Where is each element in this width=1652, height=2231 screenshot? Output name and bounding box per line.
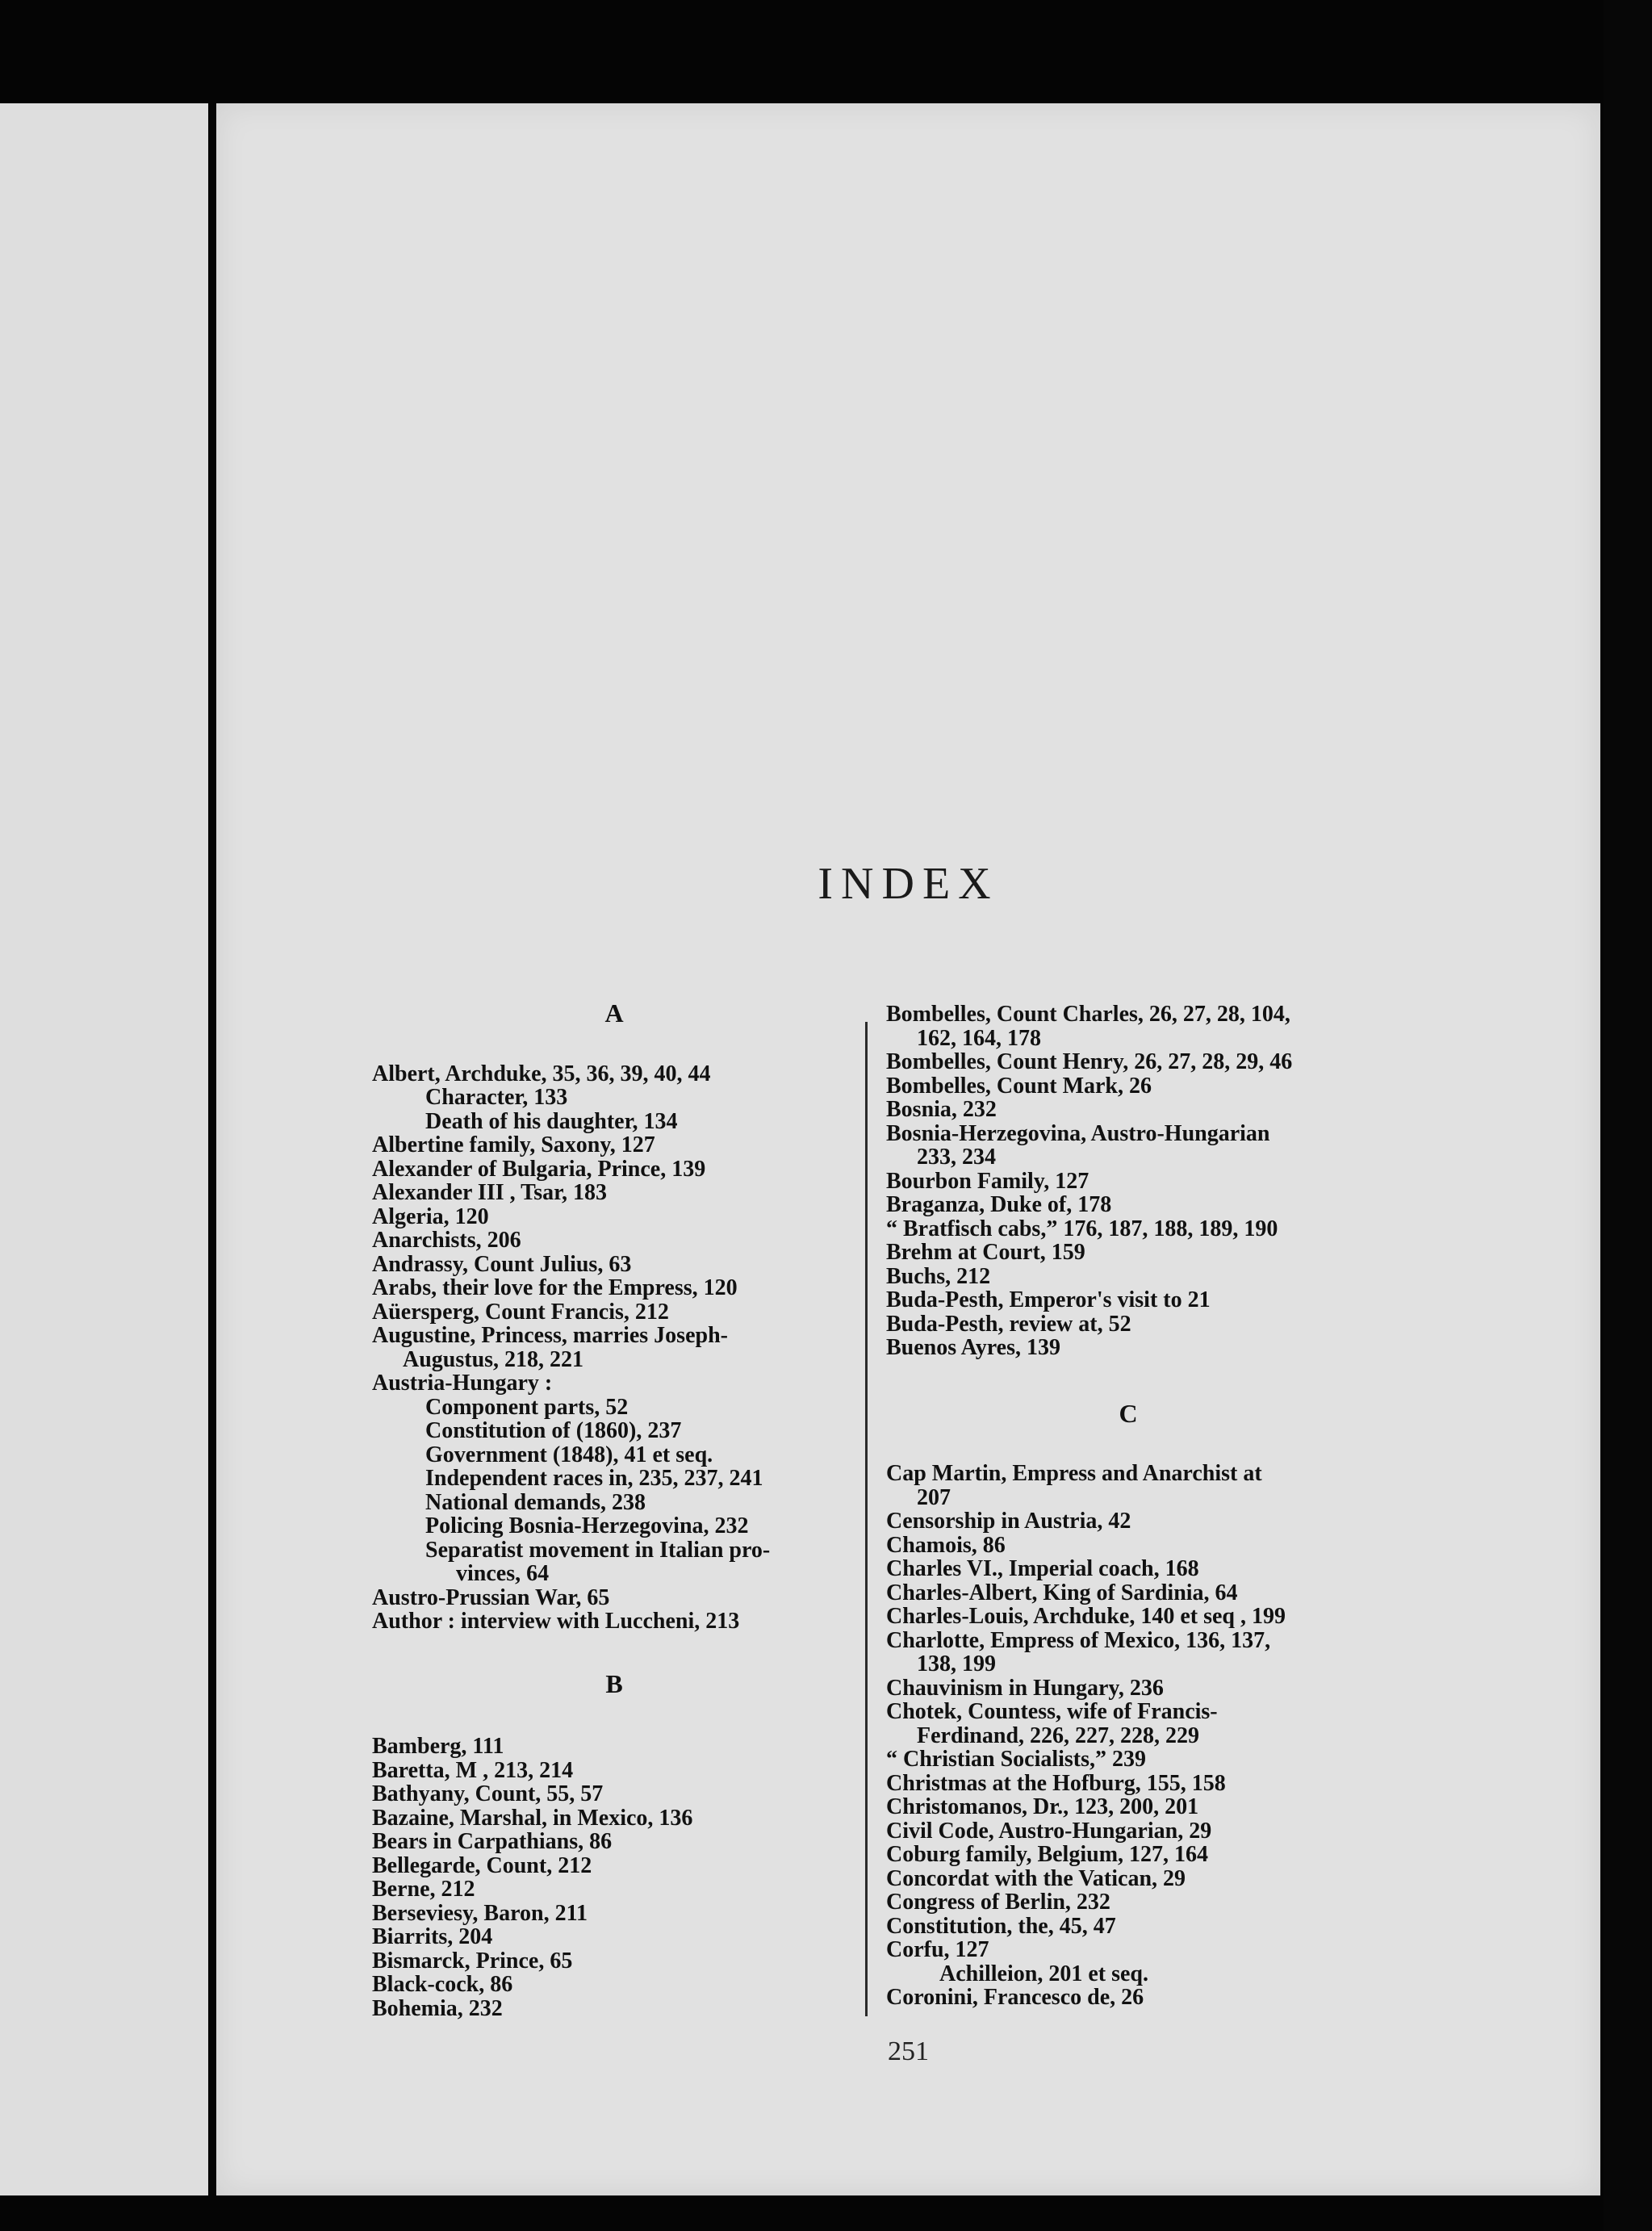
index-entry: Independent races in, 235, 237, 241 [425, 1466, 763, 1491]
index-entry: Chotek, Countess, wife of Francis- [886, 1699, 1218, 1724]
index-entry: Chauvinism in Hungary, 236 [886, 1675, 1164, 1701]
page-title: INDEX [818, 859, 999, 909]
index-entry: Coburg family, Belgium, 127, 164 [886, 1842, 1209, 1867]
index-entry: Bosnia-Herzegovina, Austro-Hungarian [886, 1120, 1270, 1146]
index-entry: Alexander III , Tsar, 183 [372, 1180, 607, 1205]
index-entry: Bellegarde, Count, 212 [372, 1852, 592, 1878]
index-list-c [886, 1462, 1612, 2010]
index-entry: 207 [917, 1484, 951, 1510]
index-entry: Bamberg, 111 [372, 1734, 504, 1759]
index-entry: 233, 234 [917, 1145, 996, 1170]
index-entry: Bathyany, Count, 55, 57 [372, 1781, 604, 1806]
index-entry: Buda-Pesth, review at, 52 [886, 1311, 1131, 1337]
index-entry: Death of his daughter, 134 [425, 1108, 678, 1134]
section-letter-a: A [604, 998, 624, 1028]
index-entry: Christmas at the Hofburg, 155, 158 [886, 1770, 1226, 1796]
index-entry: Component parts, 52 [425, 1394, 629, 1420]
index-entry: Policing Bosnia-Herzegovina, 232 [425, 1513, 749, 1538]
index-entry: Bismarck, Prince, 65 [372, 1948, 573, 1974]
index-entry: Augustus, 218, 221 [403, 1346, 584, 1372]
index-entry: Bosnia, 232 [886, 1097, 997, 1122]
index-entry: National demands, 238 [425, 1489, 646, 1515]
index-entry: Constitution of (1860), 237 [425, 1418, 682, 1443]
index-entry: Brehm at Court, 159 [886, 1240, 1085, 1265]
index-entry: Cap Martin, Empress and Anarchist at [886, 1461, 1262, 1486]
index-entry: Corfu, 127 [886, 1937, 989, 1962]
index-entry: “ Bratfisch cabs,” 176, 187, 188, 189, 190 [886, 1216, 1278, 1241]
index-entry: Bombelles, Count Charles, 26, 27, 28, 104, [886, 1002, 1290, 1027]
index-entry: Bombelles, Count Mark, 26 [886, 1073, 1152, 1099]
index-column-right [886, 1002, 1612, 2010]
index-entry: “ Christian Socialists,” 239 [886, 1747, 1147, 1772]
index-entry: Bazaine, Marshal, in Mexico, 136 [372, 1805, 693, 1831]
index-entry: Coronini, Francesco de, 26 [886, 1985, 1144, 2010]
index-entry: Albert, Archduke, 35, 36, 39, 40, 44 [372, 1061, 711, 1086]
index-entry: Bohemia, 232 [372, 1995, 503, 2021]
index-entry: Austria-Hungary : [372, 1371, 553, 1396]
index-entry: Black-cock, 86 [372, 1972, 513, 1997]
index-entry: Aüersperg, Count Francis, 212 [372, 1299, 669, 1325]
index-entry: Government (1848), 41 et seq. [425, 1442, 713, 1467]
index-entry: Braganza, Duke of, 178 [886, 1192, 1112, 1217]
index-entry: Arabs, their love for the Empress, 120 [372, 1275, 738, 1300]
index-entry: Achilleion, 201 et seq. [939, 1961, 1148, 1986]
index-entry: Alexander of Bulgaria, Prince, 139 [372, 1156, 706, 1182]
index-entry: Bears in Carpathians, 86 [372, 1829, 613, 1854]
section-letter-c: C [1119, 1398, 1138, 1428]
index-entry: Chamois, 86 [886, 1532, 1006, 1558]
index-entry: Augustine, Princess, marries Joseph- [372, 1323, 728, 1348]
index-entry: Austro-Prussian War, 65 [372, 1584, 610, 1610]
index-entry: Concordat with the Vatican, 29 [886, 1865, 1186, 1891]
index-entry: Christomanos, Dr., 123, 200, 201 [886, 1794, 1199, 1819]
index-entry: Congress of Berlin, 232 [886, 1890, 1110, 1915]
index-entry: Author : interview with Luccheni, 213 [372, 1609, 740, 1634]
index-entry: Baretta, M , 213, 214 [372, 1757, 574, 1783]
index-entry: 162, 164, 178 [917, 1025, 1041, 1051]
index-entry: Buenos Ayres, 139 [886, 1335, 1060, 1360]
index-entry: 138, 199 [917, 1651, 996, 1676]
index-entry: Buda-Pesth, Emperor's visit to 21 [886, 1287, 1211, 1312]
index-entry: Biarrits, 204 [372, 1924, 493, 1949]
index-entry: Albertine family, Saxony, 127 [372, 1132, 655, 1157]
book-page [216, 103, 1600, 2195]
index-entry: Algeria, 120 [372, 1203, 489, 1229]
index-entry: Charles VI., Imperial coach, 168 [886, 1556, 1199, 1581]
index-entry: Separatist movement in Italian pro- [425, 1537, 771, 1563]
page-number: 251 [888, 2036, 929, 2066]
index-entry: Ferdinand, 226, 227, 228, 229 [917, 1722, 1200, 1748]
index-entry: Charlotte, Empress of Mexico, 136, 137, [886, 1627, 1271, 1653]
index-entry: Berne, 212 [372, 1877, 475, 1902]
index-entry: Constitution, the, 45, 47 [886, 1913, 1116, 1939]
section-letter-b: B [605, 1668, 623, 1698]
index-entry: Bombelles, Count Henry, 26, 27, 28, 29, 46 [886, 1049, 1293, 1074]
index-entry: Bourbon Family, 127 [886, 1168, 1089, 1194]
index-entry: Charles-Louis, Archduke, 140 et seq , 199 [886, 1604, 1286, 1629]
index-entry: Censorship in Austria, 42 [886, 1509, 1131, 1534]
index-entry: Anarchists, 206 [372, 1228, 521, 1253]
index-entry: Character, 133 [425, 1085, 568, 1110]
index-list-b-continued [886, 1002, 1612, 1360]
index-entry: Charles-Albert, King of Sardinia, 64 [886, 1580, 1238, 1605]
index-entry: Andrassy, Count Julius, 63 [372, 1251, 632, 1277]
column-divider [865, 1022, 868, 2016]
index-entry: vinces, 64 [456, 1561, 550, 1586]
facing-page-edge [0, 103, 208, 2195]
index-entry: Civil Code, Austro-Hungarian, 29 [886, 1818, 1212, 1844]
index-entry: Buchs, 212 [886, 1263, 991, 1289]
index-entry: Berseviesy, Baron, 211 [372, 1900, 588, 1926]
